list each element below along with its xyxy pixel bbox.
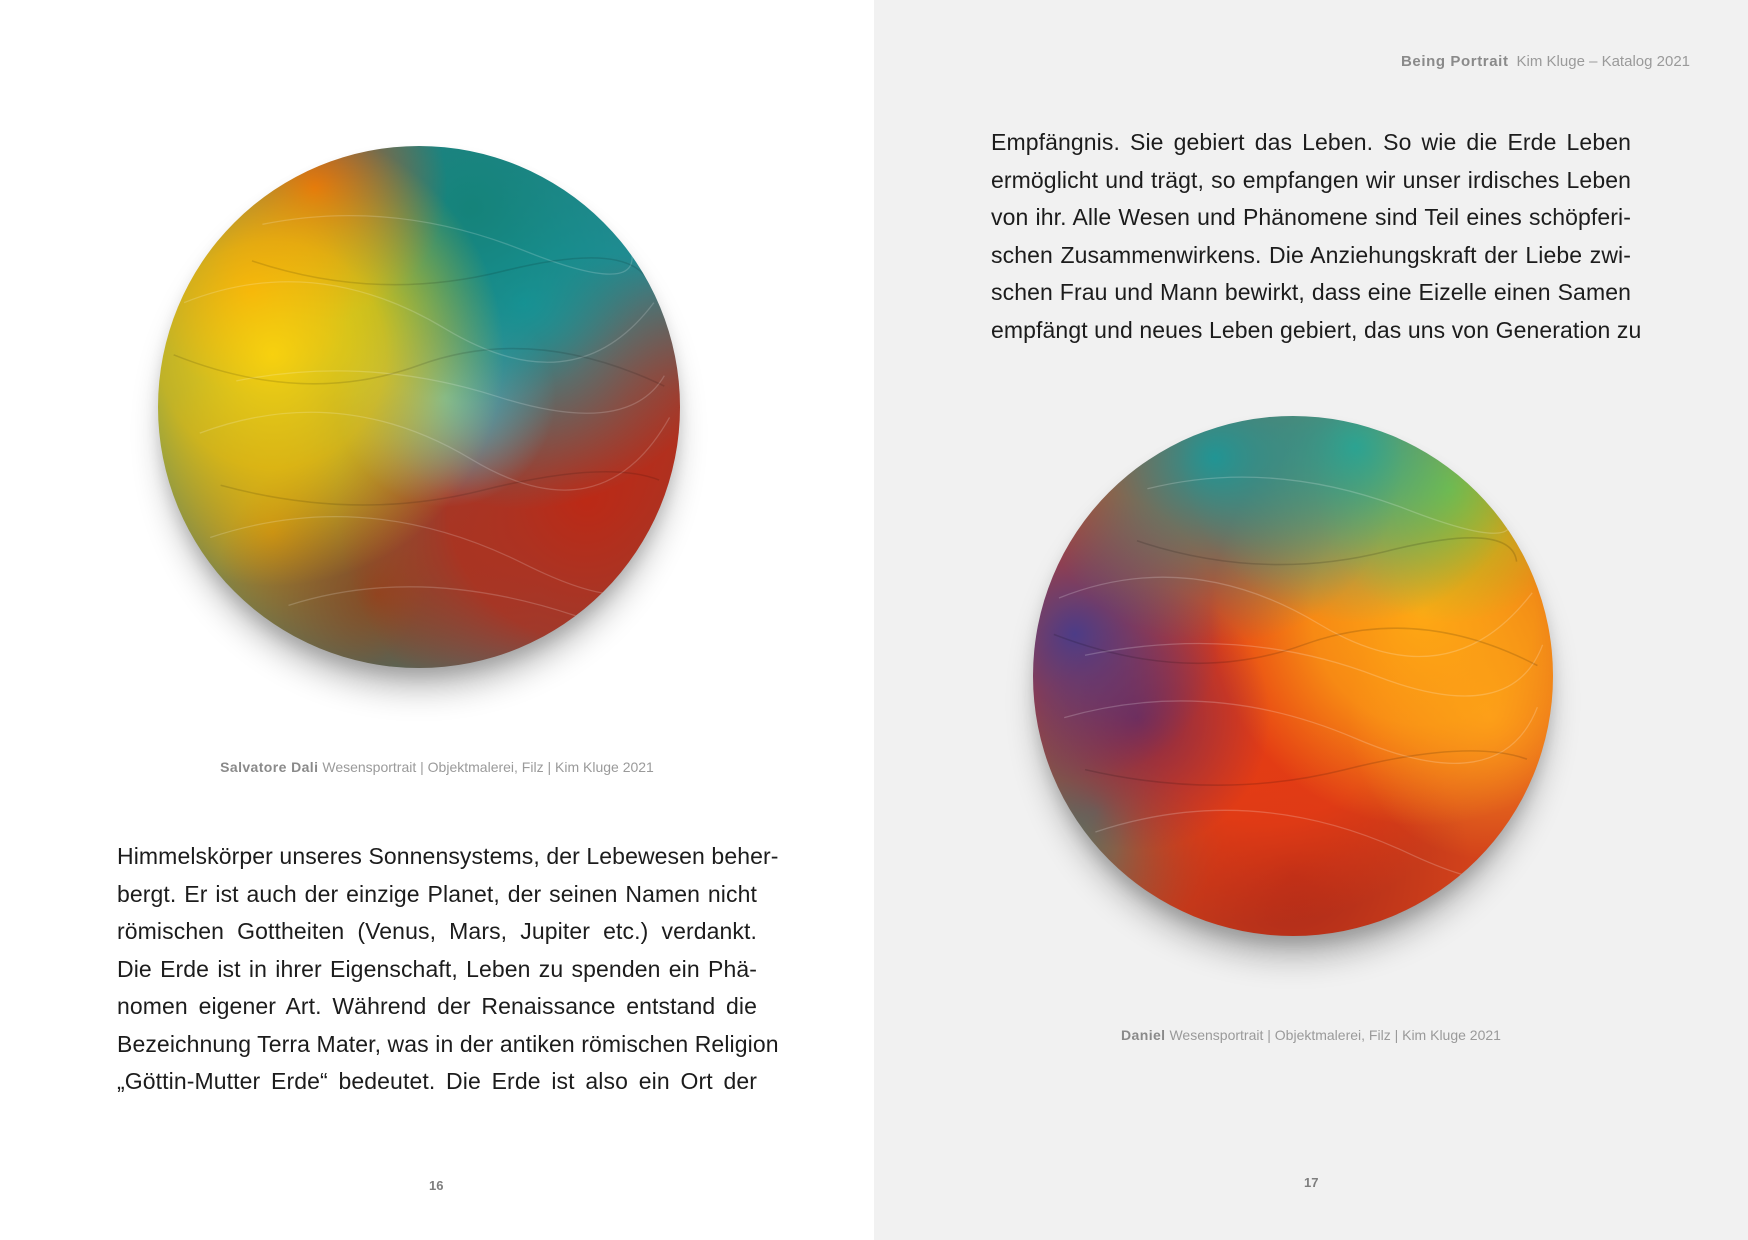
header-title: Being Portrait	[1400, 53, 1509, 70]
text-line: „Göttin-Mutter Erde“ bedeutet. Die Erde ist also ein Ort der	[117, 1068, 757, 1094]
text-line: schen Frau und Mann bewirkt, dass eine Eizelle einen Samen	[991, 279, 1631, 305]
text-line: Die Erde ist in ihrer Eigenschaft, Leben zu spenden ein Phä-	[117, 955, 757, 982]
page-number-right: 17	[1304, 1175, 1319, 1190]
text-line: Empfängnis. Sie gebiert das Leben. So wie die Erde Leben	[991, 129, 1631, 155]
artwork-title: Daniel	[1121, 1027, 1166, 1043]
text-line: Bezeichnung Terra Mater, was in der antiken römischen Religion	[117, 1030, 779, 1057]
text-line: empfängt und neues Leben gebiert, das uns von Generation zu	[991, 316, 1642, 343]
header-subtitle: Kim Kluge – Katalog 2021	[1516, 53, 1690, 70]
text-line: römischen Gottheiten (Venus, Mars, Jupiter etc.) verdankt.	[117, 918, 757, 944]
daniel-artwork	[1033, 416, 1553, 936]
body-text-right	[991, 124, 1642, 349]
text-line: ermöglicht und trägt, so empfangen wir unser irdisches Leben	[991, 166, 1631, 193]
text-line: von ihr. Alle Wesen und Phänomene sind Teil eines schöpferi-	[991, 204, 1631, 230]
artwork-caption-dali	[0, 759, 874, 775]
felt-texture	[1033, 416, 1553, 936]
salvatore-dali-artwork	[158, 146, 680, 668]
page-number-left: 16	[429, 1178, 444, 1193]
artwork-caption-daniel	[874, 1027, 1748, 1043]
body-text-left	[117, 838, 779, 1101]
running-header	[1401, 53, 1690, 70]
text-line: Himmelskörper unseres Sonnensystems, der Lebewesen beher-	[117, 843, 779, 869]
text-line: bergt. Er ist auch der einzige Planet, der seinen Namen nicht	[117, 880, 757, 907]
artwork-detail: Wesensportrait | Objektmalerei, Filz | Kim Kluge 2021	[1169, 1027, 1501, 1043]
text-line: nomen eigener Art. Während der Renaissance entstand die	[117, 993, 757, 1019]
artwork-detail: Wesensportrait | Objektmalerei, Filz | Kim Kluge 2021	[322, 759, 654, 775]
text-line: schen Zusammenwirkens. Die Anziehungskraft der Liebe zwi-	[991, 241, 1631, 268]
felt-texture	[158, 146, 680, 668]
artwork-title: Salvatore Dali	[220, 759, 319, 775]
